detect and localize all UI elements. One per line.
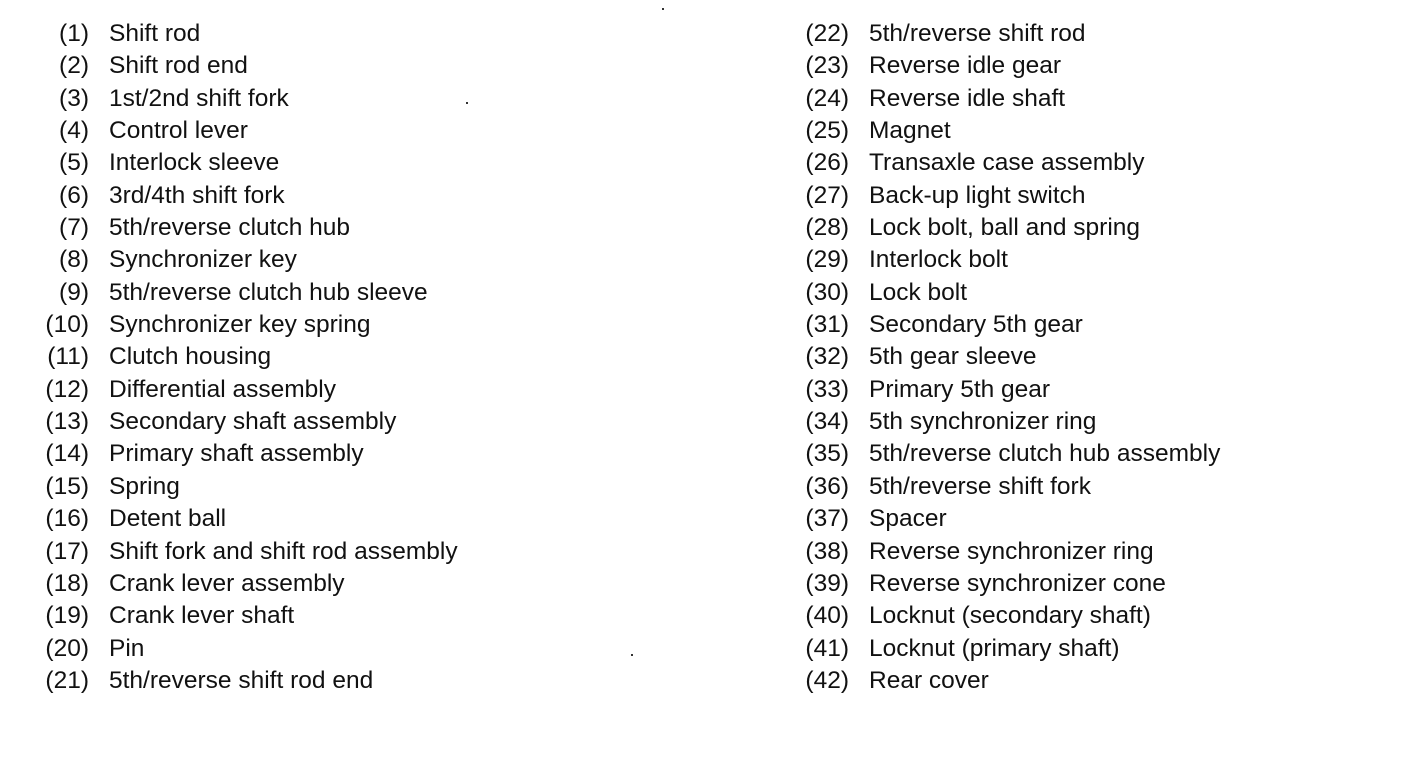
list-item: [40, 309, 458, 341]
part-number: (3): [59, 84, 89, 112]
part-name: Spacer: [869, 505, 947, 533]
part-name: 5th/reverse clutch hub: [109, 214, 351, 242]
part-name: Lock bolt: [869, 278, 968, 306]
list-item: [800, 244, 1220, 276]
list-item: [40, 665, 458, 697]
part-name: Reverse idle shaft: [869, 84, 1066, 112]
part-name: Transaxle case assembly: [869, 149, 1145, 177]
list-item: [800, 341, 1220, 373]
scan-speck: [631, 654, 633, 656]
part-number: (30): [805, 278, 849, 306]
part-name: 5th/reverse shift fork: [869, 472, 1091, 500]
list-item: [800, 600, 1220, 632]
list-item: [40, 180, 458, 212]
list-item: [40, 536, 458, 568]
list-item: [800, 503, 1220, 535]
scan-speck: [662, 8, 664, 10]
part-name: Reverse synchronizer cone: [869, 569, 1166, 597]
part-number: (42): [805, 666, 849, 694]
part-name: 5th gear sleeve: [869, 343, 1037, 371]
list-item: [800, 438, 1220, 470]
list-item: [40, 438, 458, 470]
part-number: (13): [45, 408, 89, 436]
list-item: [800, 471, 1220, 503]
part-number: (24): [805, 84, 849, 112]
part-number: (19): [45, 602, 89, 630]
parts-list-left: [40, 18, 458, 697]
part-number: (39): [805, 569, 849, 597]
part-number: (4): [59, 117, 89, 145]
part-name: Magnet: [869, 117, 951, 145]
part-name: 5th synchronizer ring: [869, 408, 1097, 436]
part-number: (37): [805, 505, 849, 533]
part-name: Pin: [109, 634, 145, 662]
part-name: Rear cover: [869, 666, 989, 694]
part-name: 5th/reverse shift rod end: [109, 666, 374, 694]
part-name: Lock bolt, ball and spring: [869, 214, 1141, 242]
part-name: Shift fork and shift rod assembly: [109, 537, 458, 565]
part-number: (15): [45, 472, 89, 500]
list-item: [40, 147, 458, 179]
part-name: Differential assembly: [109, 375, 336, 403]
part-number: (36): [805, 472, 849, 500]
part-name: Spring: [109, 472, 180, 500]
part-number: (10): [45, 311, 89, 339]
part-number: (7): [59, 214, 89, 242]
part-name: 5th/reverse shift rod: [869, 20, 1086, 47]
list-item: [40, 568, 458, 600]
part-number: (11): [47, 343, 89, 371]
part-number: (35): [805, 440, 849, 468]
part-name: Secondary 5th gear: [869, 311, 1083, 339]
list-item: [40, 277, 458, 309]
part-number: (21): [45, 666, 89, 694]
part-number: (18): [45, 569, 89, 597]
part-name: Locknut (secondary shaft): [869, 602, 1151, 630]
part-number: (33): [805, 375, 849, 403]
part-number: (31): [805, 311, 849, 339]
part-name: 5th/reverse clutch hub sleeve: [109, 278, 428, 306]
part-name: Clutch housing: [109, 343, 272, 371]
list-item: [800, 147, 1220, 179]
list-item: [40, 244, 458, 276]
list-item: [800, 406, 1220, 438]
list-item: [800, 536, 1220, 568]
part-number: (27): [805, 181, 849, 209]
list-item: [800, 180, 1220, 212]
list-item: [40, 18, 458, 50]
part-number: (17): [45, 537, 89, 565]
list-item: [800, 568, 1220, 600]
part-number: (26): [805, 149, 849, 177]
part-name: Shift rod: [109, 20, 201, 47]
part-number: (40): [805, 602, 849, 630]
part-number: (38): [805, 537, 849, 565]
part-number: (32): [805, 343, 849, 371]
part-name: Shift rod end: [109, 52, 248, 80]
part-name: 3rd/4th shift fork: [109, 181, 285, 209]
part-number: (34): [805, 408, 849, 436]
list-item: [800, 277, 1220, 309]
list-item: [800, 115, 1220, 147]
part-name: Crank lever assembly: [109, 569, 345, 597]
part-name: Locknut (primary shaft): [869, 634, 1120, 662]
list-item: [800, 83, 1220, 115]
part-name: Synchronizer key: [109, 246, 297, 274]
part-number: (2): [59, 52, 89, 80]
part-number: (1): [59, 20, 89, 47]
part-name: Reverse idle gear: [869, 52, 1062, 80]
part-number: (25): [805, 117, 849, 145]
list-item: [40, 341, 458, 373]
list-item: [40, 633, 458, 665]
part-number: (20): [45, 634, 89, 662]
list-item: [40, 374, 458, 406]
part-name: 5th/reverse clutch hub assembly: [869, 440, 1221, 468]
scan-speck: [466, 102, 468, 104]
list-item: [800, 18, 1220, 50]
part-number: (16): [45, 505, 89, 533]
list-item: [800, 633, 1220, 665]
part-name: Primary shaft assembly: [109, 440, 364, 468]
list-item: [800, 50, 1220, 82]
part-name: Secondary shaft assembly: [109, 408, 397, 436]
list-item: [40, 83, 458, 115]
part-name: Reverse synchronizer ring: [869, 537, 1154, 565]
part-number: (14): [45, 440, 89, 468]
parts-list-right: [800, 18, 1220, 697]
list-item: [40, 212, 458, 244]
list-item: [40, 50, 458, 82]
part-number: (6): [59, 181, 89, 209]
part-number: (8): [59, 246, 89, 274]
list-item: [800, 374, 1220, 406]
part-name: Detent ball: [109, 505, 227, 533]
list-item: [40, 471, 458, 503]
part-number: (9): [59, 278, 89, 306]
part-name: Primary 5th gear: [869, 375, 1051, 403]
list-item: [40, 503, 458, 535]
part-name: Crank lever shaft: [109, 602, 295, 630]
part-name: Control lever: [109, 117, 248, 145]
part-name: Synchronizer key spring: [109, 311, 371, 339]
part-number: (12): [45, 375, 89, 403]
part-number: (22): [805, 20, 849, 47]
list-item: [800, 665, 1220, 697]
part-number: (29): [805, 246, 849, 274]
part-number: (5): [59, 149, 89, 177]
part-number: (41): [805, 634, 849, 662]
list-item: [800, 309, 1220, 341]
part-name: Interlock bolt: [869, 246, 1008, 274]
list-item: [40, 406, 458, 438]
part-name: Interlock sleeve: [109, 149, 280, 177]
part-name: Back-up light switch: [869, 181, 1086, 209]
list-item: [40, 115, 458, 147]
list-item: [800, 212, 1220, 244]
list-item: [40, 600, 458, 632]
part-number: (23): [805, 52, 849, 80]
part-name: 1st/2nd shift fork: [109, 84, 289, 112]
part-number: (28): [805, 214, 849, 242]
